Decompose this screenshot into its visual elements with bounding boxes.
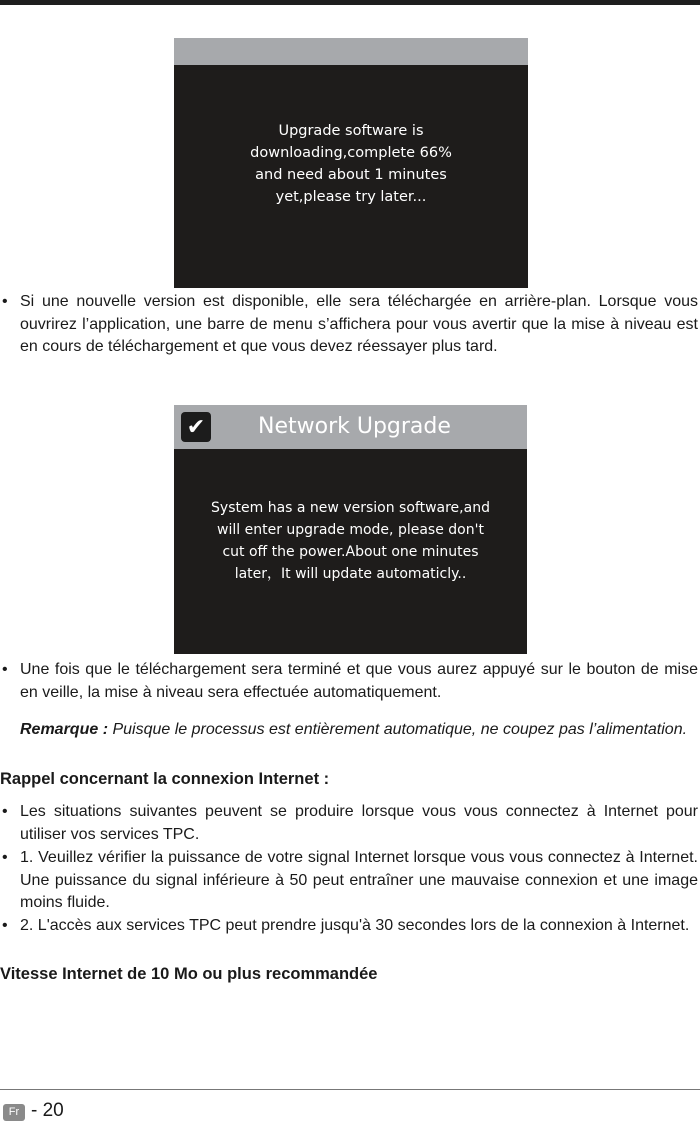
- top-rule: [0, 0, 700, 5]
- message-line: later，It will update automaticly..: [234, 566, 467, 582]
- list-item: [0, 847, 700, 915]
- section-heading-internet: Rappel concernant la connexion Internet :: [0, 770, 330, 788]
- upgrade-downloading-screenshot: [174, 38, 528, 288]
- bullet-marker: •: [2, 849, 8, 866]
- message-line: downloading,complete 66%: [250, 145, 452, 161]
- download-progress-message: [174, 120, 528, 208]
- page-number: - 20: [31, 1100, 64, 1121]
- paragraph-auto-upgrade: Une fois que le téléchargement sera terminé et que vous aurez appuyé sur le bouton de mise en veille, la mise à niveau sera effectuée automatiquement.: [20, 661, 698, 701]
- paragraph-background-download: Si une nouvelle version est disponible, elle sera téléchargée en arrière-plan. Lorsque vous ouvrirez l’application, une barre de menu s’affichera pour vous avertir que la mise à niveau est en cours de téléchargement et que vous devez réessayer plus tard.: [20, 293, 698, 356]
- bullet-marker: •: [2, 803, 8, 820]
- screen-title-bar: [174, 405, 527, 449]
- checkmark-icon: ✔: [181, 412, 211, 442]
- message-line: Upgrade software is: [278, 123, 424, 139]
- footer-rule: [0, 1089, 700, 1090]
- message-line: cut off the power.About one minutes: [222, 544, 479, 560]
- bullet-marker: •: [2, 293, 8, 310]
- screen-title-bar: [174, 38, 528, 65]
- list-item: [0, 915, 700, 938]
- list-item: [0, 801, 700, 846]
- note-remark: [20, 719, 698, 742]
- note-label: Remarque :: [20, 721, 109, 738]
- message-line: System has a new version software,and: [211, 500, 490, 516]
- list-item: [0, 291, 700, 359]
- paragraph-internet-situations: Les situations suivantes peuvent se produire lorsque vous vous connectez à Internet pour utiliser vos services TPC.: [20, 803, 698, 843]
- language-badge: Fr: [3, 1104, 25, 1121]
- paragraph-access-delay: 2. L'accès aux services TPC peut prendre jusqu'à 30 secondes lors de la connexion à Internet.: [20, 917, 690, 934]
- paragraph-signal-strength: 1. Veuillez vérifier la puissance de votre signal Internet lorsque vous vous connectez à Internet. Une puissance du signal inférieure à 50 peut entraîner une mauvaise connexion et une image moins fluide.: [20, 849, 698, 912]
- section-heading-speed: Vitesse Internet de 10 Mo ou plus recommandée: [0, 965, 378, 983]
- list-item: [0, 659, 700, 704]
- network-upgrade-screenshot: [174, 405, 527, 654]
- note-text: Puisque le processus est entièrement automatique, ne coupez pas l’alimentation.: [112, 721, 688, 738]
- screen-title: Network Upgrade: [258, 414, 451, 439]
- upgrade-mode-message: [174, 497, 527, 585]
- bullet-marker: •: [2, 917, 8, 934]
- bullet-marker: •: [2, 661, 8, 678]
- message-line: yet,please try later...: [275, 189, 427, 205]
- message-line: will enter upgrade mode, please don't: [217, 522, 484, 538]
- message-line: and need about 1 minutes: [255, 167, 447, 183]
